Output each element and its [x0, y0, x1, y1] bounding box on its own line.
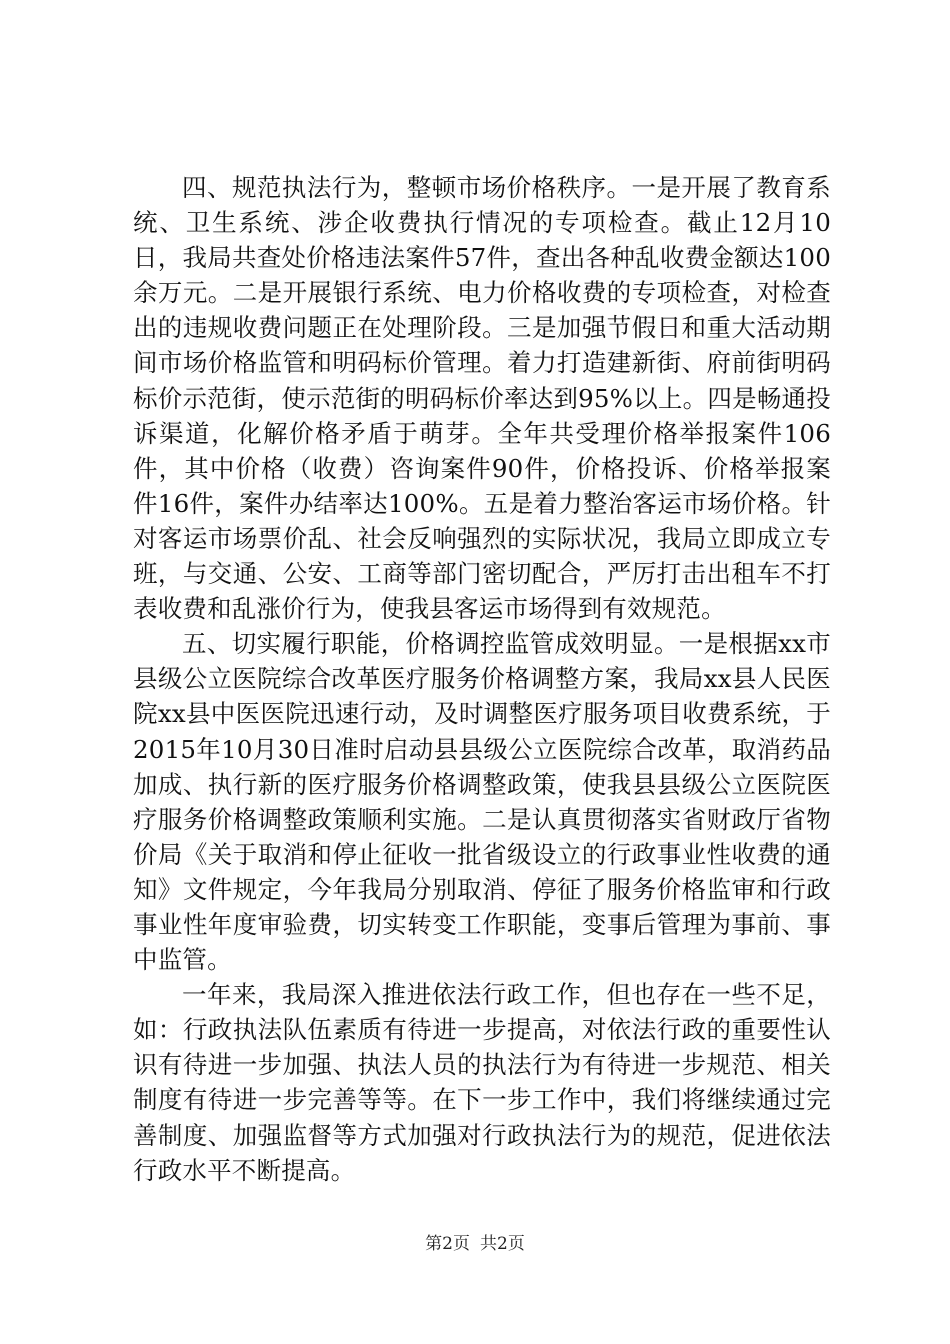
paragraph-summary: 一年来，我局深入推进依法行政工作，但也存在一些不足，如：行政执法队伍素质有待进一步提高，对依法行政的重要性认识有待进一步加强、执法人员的执法行为有待进一步规范、相关制度有待进一步完善等等。在下一步工作中，我们将继续通过完善制度、加强监督等方式加强对行政执法行为的规范，促进依法行政水平不断提高。 — [133, 980, 831, 1185]
page-footer — [0, 1233, 950, 1255]
paragraph-price-regulation: 五、切实履行职能，价格调控监管成效明显。一是根据xx市县级公立医院综合改革医疗服务价格调整方案，我局xx县人民医院xx县中医医院迅速行动，及时调整医疗服务项目收费系统，于2015年10月30日准时启动县县级公立医院综合改革，取消药品加成、执行新的医疗服务价格调整政策，使我县县级公立医院医疗服务价格调整政策顺利实施。二是认真贯彻落实省财政厅省物价局《关于取消和停止征收一批省级设立的行政事业性收费的通知》文件规定，今年我局分别取消、停征了服务价格监审和行政事业性年度审验费，切实转变工作职能，变事后管理为事前、事中监管。 — [133, 629, 831, 975]
paragraph-price-order: 四、规范执法行为，整顿市场价格秩序。一是开展了教育系统、卫生系统、涉企收费执行情况的专项检查。截止12月10日，我局共查处价格违法案件57件，查出各种乱收费金额达100余万元。二是开展银行系统、电力价格收费的专项检查，对检查出的违规收费问题正在处理阶段。三是加强节假日和重大活动期间市场价格监管和明码标价管理。着力打造建新街、府前街明码标价示范街，使示范街的明码标价率达到95%以上。四是畅通投诉渠道，化解价格矛盾于萌芽。全年共受理价格举报案件106件，其中价格（收费）咨询案件90件，价格投诉、价格举报案件16件，案件办结率达100%。五是着力整治客运市场价格。针对客运市场票价乱、社会反响强烈的实际状况，我局立即成立专班，与交通、公安、工商等部门密切配合，严厉打击出租车不打表收费和乱涨价行为，使我县客运市场得到有效规范。 — [133, 173, 831, 624]
page-number: 第2页 — [425, 1234, 470, 1254]
page-total: 共2页 — [480, 1234, 525, 1254]
document-body — [133, 170, 831, 1188]
